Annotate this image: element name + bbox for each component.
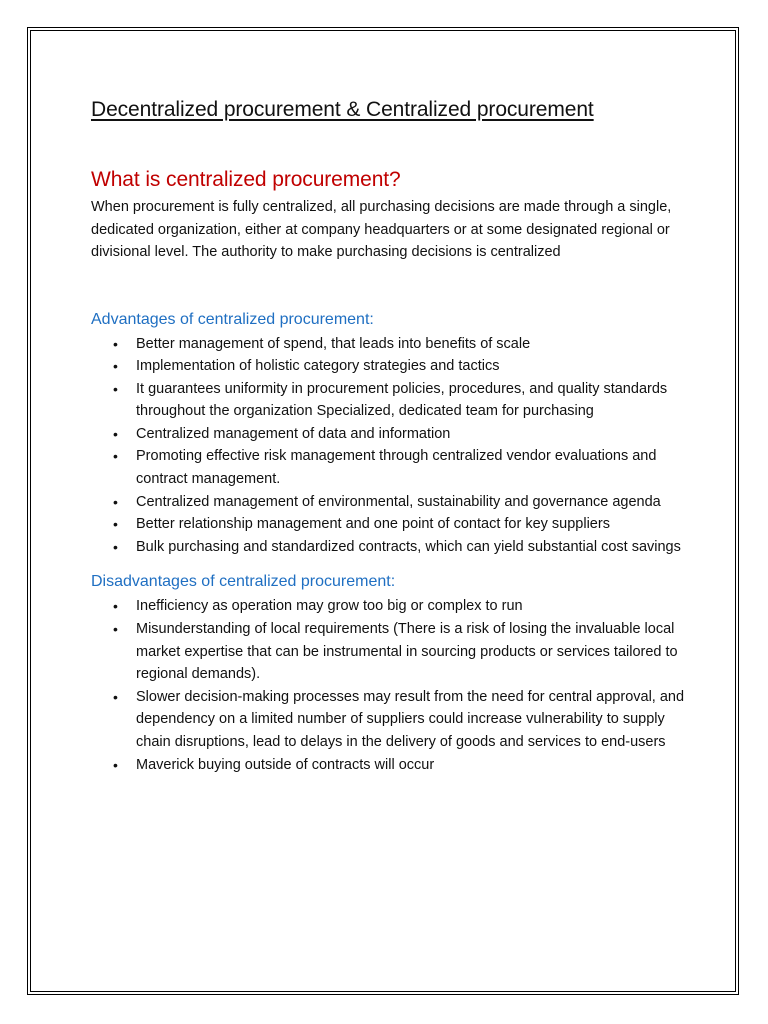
list-item xyxy=(91,333,691,356)
bullet-icon: • xyxy=(113,516,118,533)
bullet-icon: • xyxy=(113,538,118,555)
list-item xyxy=(91,686,691,754)
bullet-icon: • xyxy=(113,425,118,442)
bullet-icon: • xyxy=(113,621,118,638)
section-heading: What is centralized procurement? xyxy=(91,168,401,191)
bullet-icon: • xyxy=(113,335,118,352)
list-item-text: Implementation of holistic category strategies and tactics xyxy=(136,358,500,375)
list-item xyxy=(91,423,691,446)
page-title: Decentralized procurement & Centralized procurement xyxy=(91,98,594,121)
list-item xyxy=(91,754,691,777)
document-content xyxy=(91,96,691,776)
list-item xyxy=(91,618,691,686)
list-item-text: Centralized management of environmental, sustainability and governance agenda xyxy=(136,493,661,510)
list-item-text: Centralized management of data and information xyxy=(136,425,451,442)
advantages-list xyxy=(91,333,691,559)
list-item-text: Bulk purchasing and standardized contracts, which can yield substantial cost savings xyxy=(136,538,681,555)
disadvantages-heading: Disadvantages of centralized procurement: xyxy=(91,573,396,591)
list-item xyxy=(91,513,691,536)
list-item-text: Inefficiency as operation may grow too big or complex to run xyxy=(136,598,523,615)
list-item xyxy=(91,595,691,618)
bullet-icon: • xyxy=(113,380,118,397)
bullet-icon: • xyxy=(113,448,118,465)
intro-paragraph: When procurement is fully centralized, all purchasing decisions are made through a single, dedicated organization, either at company headquarters or at some designated regional or divisional level. The authority to make purchasing decisions is centralized xyxy=(91,199,672,260)
bullet-icon: • xyxy=(113,598,118,615)
list-item-text: Better management of spend, that leads into benefits of scale xyxy=(136,335,531,352)
bullet-icon: • xyxy=(113,493,118,510)
bullet-icon: • xyxy=(113,358,118,375)
list-item xyxy=(91,536,691,559)
list-item-text: Promoting effective risk management through centralized vendor evaluations and contract management. xyxy=(136,448,657,488)
advantages-heading: Advantages of centralized procurement: xyxy=(91,310,374,328)
list-item-text: Better relationship management and one point of contact for key suppliers xyxy=(136,516,610,533)
bullet-icon: • xyxy=(113,756,118,773)
list-item-text: Maverick buying outside of contracts will occur xyxy=(136,756,435,773)
list-item xyxy=(91,378,691,423)
list-item xyxy=(91,491,691,514)
bullet-icon: • xyxy=(113,688,118,705)
list-item xyxy=(91,445,691,490)
list-item xyxy=(91,355,691,378)
list-item-text: It guarantees uniformity in procurement policies, procedures, and quality standards throughout the organization Specialized, dedicated team for purchasing xyxy=(136,380,668,420)
list-item-text: Misunderstanding of local requirements (There is a risk of losing the invaluable local market expertise that can be instrumental in sourcing products or services tailored to regional demands). xyxy=(136,621,678,683)
disadvantages-list xyxy=(91,595,691,776)
list-item-text: Slower decision-making processes may result from the need for central approval, and dependency on a limited number of suppliers could increase vulnerability to supply chain disruptions, lead to delays in the delivery of goods and services to end-users xyxy=(136,688,685,750)
